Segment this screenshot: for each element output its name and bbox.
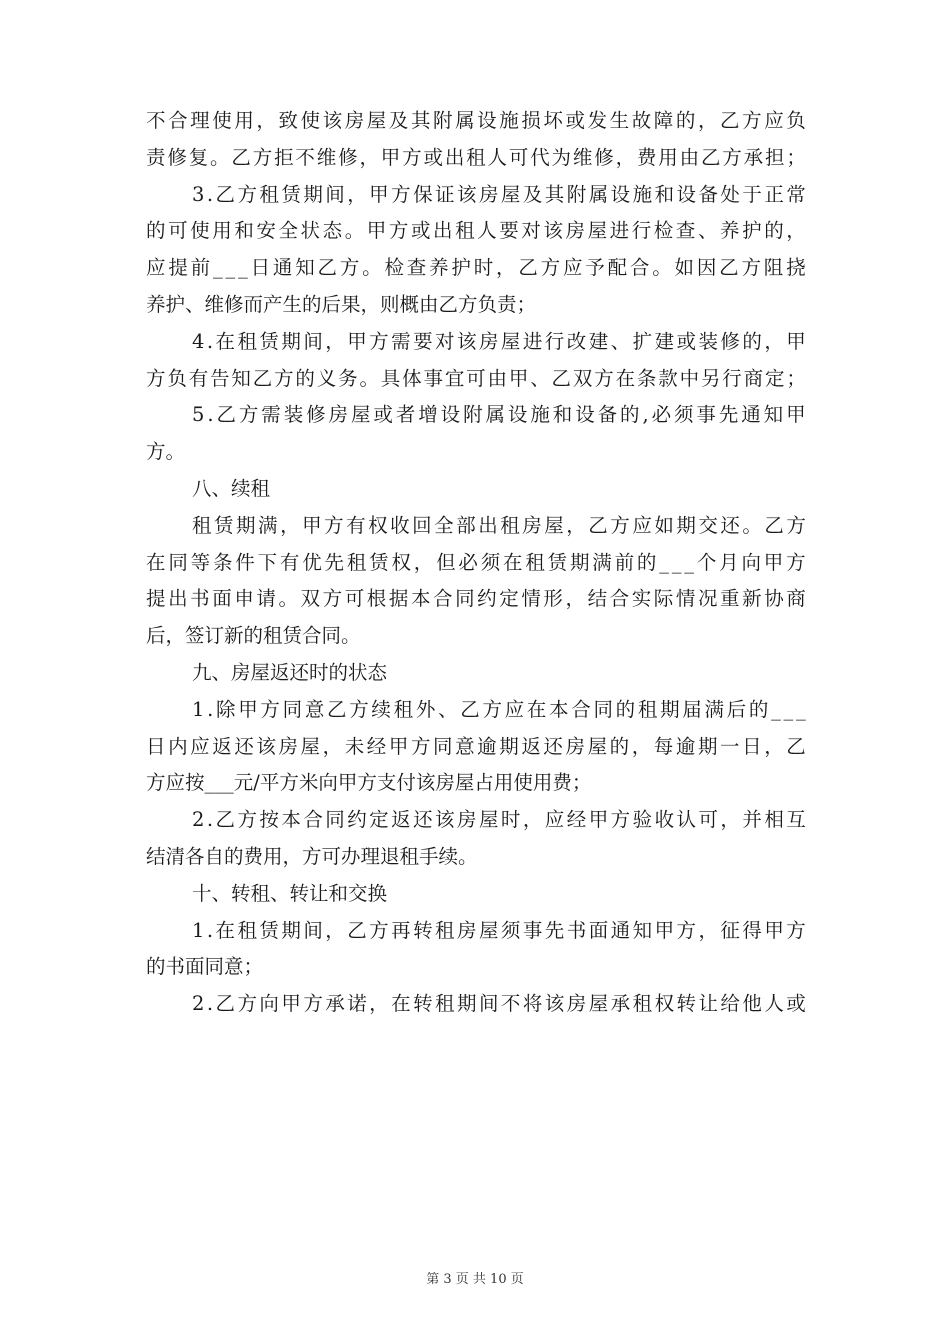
text-line: 的 可 使 用 和 安 全 状 态 。 甲 方 或 出 租 人 要 对 该 房 屋 进 行 检 查 、 养 护 的 ， (146, 219, 806, 243)
clause-9-2: 2 . 乙 方 按 本 合 同 约 定 返 还 该 房 屋 时 ， 应 经 甲 方 验 收 认 可 ， 并 相 互 (192, 808, 806, 832)
text-line: 的书面同意； (146, 955, 264, 979)
text-line: 提 出 书 面 申 请 。 双 方 可 根 据 本 合 同 约 定 情 形 ， 结 合 实 际 情 况 重 新 协 商 (146, 587, 806, 611)
text-line: 在 同 等 条 件 下 有 优 先 租 赁 权 ， 但 必 须 在 租 赁 期 满 前 的 _ _ _ 个 月 向 甲 方 (146, 550, 806, 574)
text-line: 日 内 应 返 还 该 房 屋 ， 未 经 甲 方 同 意 逾 期 返 还 房 屋 的 ， 每 逾 期 一 日 ， 乙 (146, 734, 806, 758)
text-line: 结清各自的费用，方可办理退租手续。 (146, 844, 478, 868)
text-line: 养护、维修而产生的后果，则概由乙方负责； (146, 292, 537, 316)
text-line: 方 负 有 告 知 乙 方 的 义 务 。 具 体 事 宜 可 由 甲 、 乙 双 方 在 条 款 中 另 行 商 定 ； (146, 366, 806, 390)
text-line: 不 合 理 使 用 ， 致 使 该 房 屋 及 其 附 属 设 施 损 坏 或 发 生 故 障 的 ， 乙 方 应 负 (146, 109, 806, 132)
text-line: 方。 (146, 440, 186, 464)
renewal-paragraph: 租 赁 期 满 ， 甲 方 有 权 收 回 全 部 出 租 房 屋 ， 乙 方 应 如 期 交 还 。 乙 方 (192, 513, 806, 537)
clause-9-1: 1 . 除 甲 方 同 意 乙 方 续 租 外 、 乙 方 应 在 本 合 同 的 租 期 届 满 后 的 _ _ _ (192, 697, 806, 721)
text-line: 应 提 前 _ _ _ 日 通 知 乙 方 。 检 查 养 护 时 ， 乙 方 应 予 配 合 。 如 因 乙 方 阻 挠 (146, 256, 806, 280)
clause-7-3: 3 . 乙 方 租 赁 期 间 ， 甲 方 保 证 该 房 屋 及 其 附 属 设 施 和 设 备 处 于 正 常 (192, 182, 806, 206)
clause-7-4: 4 . 在 租 赁 期 间 ， 甲 方 需 要 对 该 房 屋 进 行 改 建 、 扩 建 或 装 修 的 ， 甲 (192, 329, 806, 353)
clause-7-5: 5 . 乙 方 需 装 修 房 屋 或 者 增 设 附 属 设 施 和 设 备 的 , 必 须 事 先 通 知 甲 (192, 403, 806, 427)
section-heading-sublease: 十、转租、转让和交换 (192, 881, 388, 905)
text-line: 后，签订新的租赁合同。 (146, 624, 361, 648)
text-line: 方应按___元/平方米向甲方支付该房屋占用使用费； (146, 771, 592, 795)
page-number: 第 3 页 共 10 页 (426, 1272, 524, 1287)
section-heading-return-state: 九、房屋返还时的状态 (192, 660, 388, 684)
contract-body (146, 103, 806, 1023)
clause-10-2: 2 . 乙 方 向 甲 方 承 诺 ， 在 转 租 期 间 不 将 该 房 屋 承 租 权 转 让 给 他 人 或 (192, 992, 806, 1016)
text-line: 责 修 复 。 乙 方 拒 不 维 修 ， 甲 方 或 出 租 人 可 代 为 维 修 ， 费 用 由 乙 方 承 担 ； (146, 145, 806, 169)
section-heading-renewal: 八、续租 (192, 476, 271, 500)
clause-10-1: 1 . 在 租 赁 期 间 ， 乙 方 再 转 租 房 屋 须 事 先 书 面 通 知 甲 方 ， 征 得 甲 方 (192, 918, 806, 942)
